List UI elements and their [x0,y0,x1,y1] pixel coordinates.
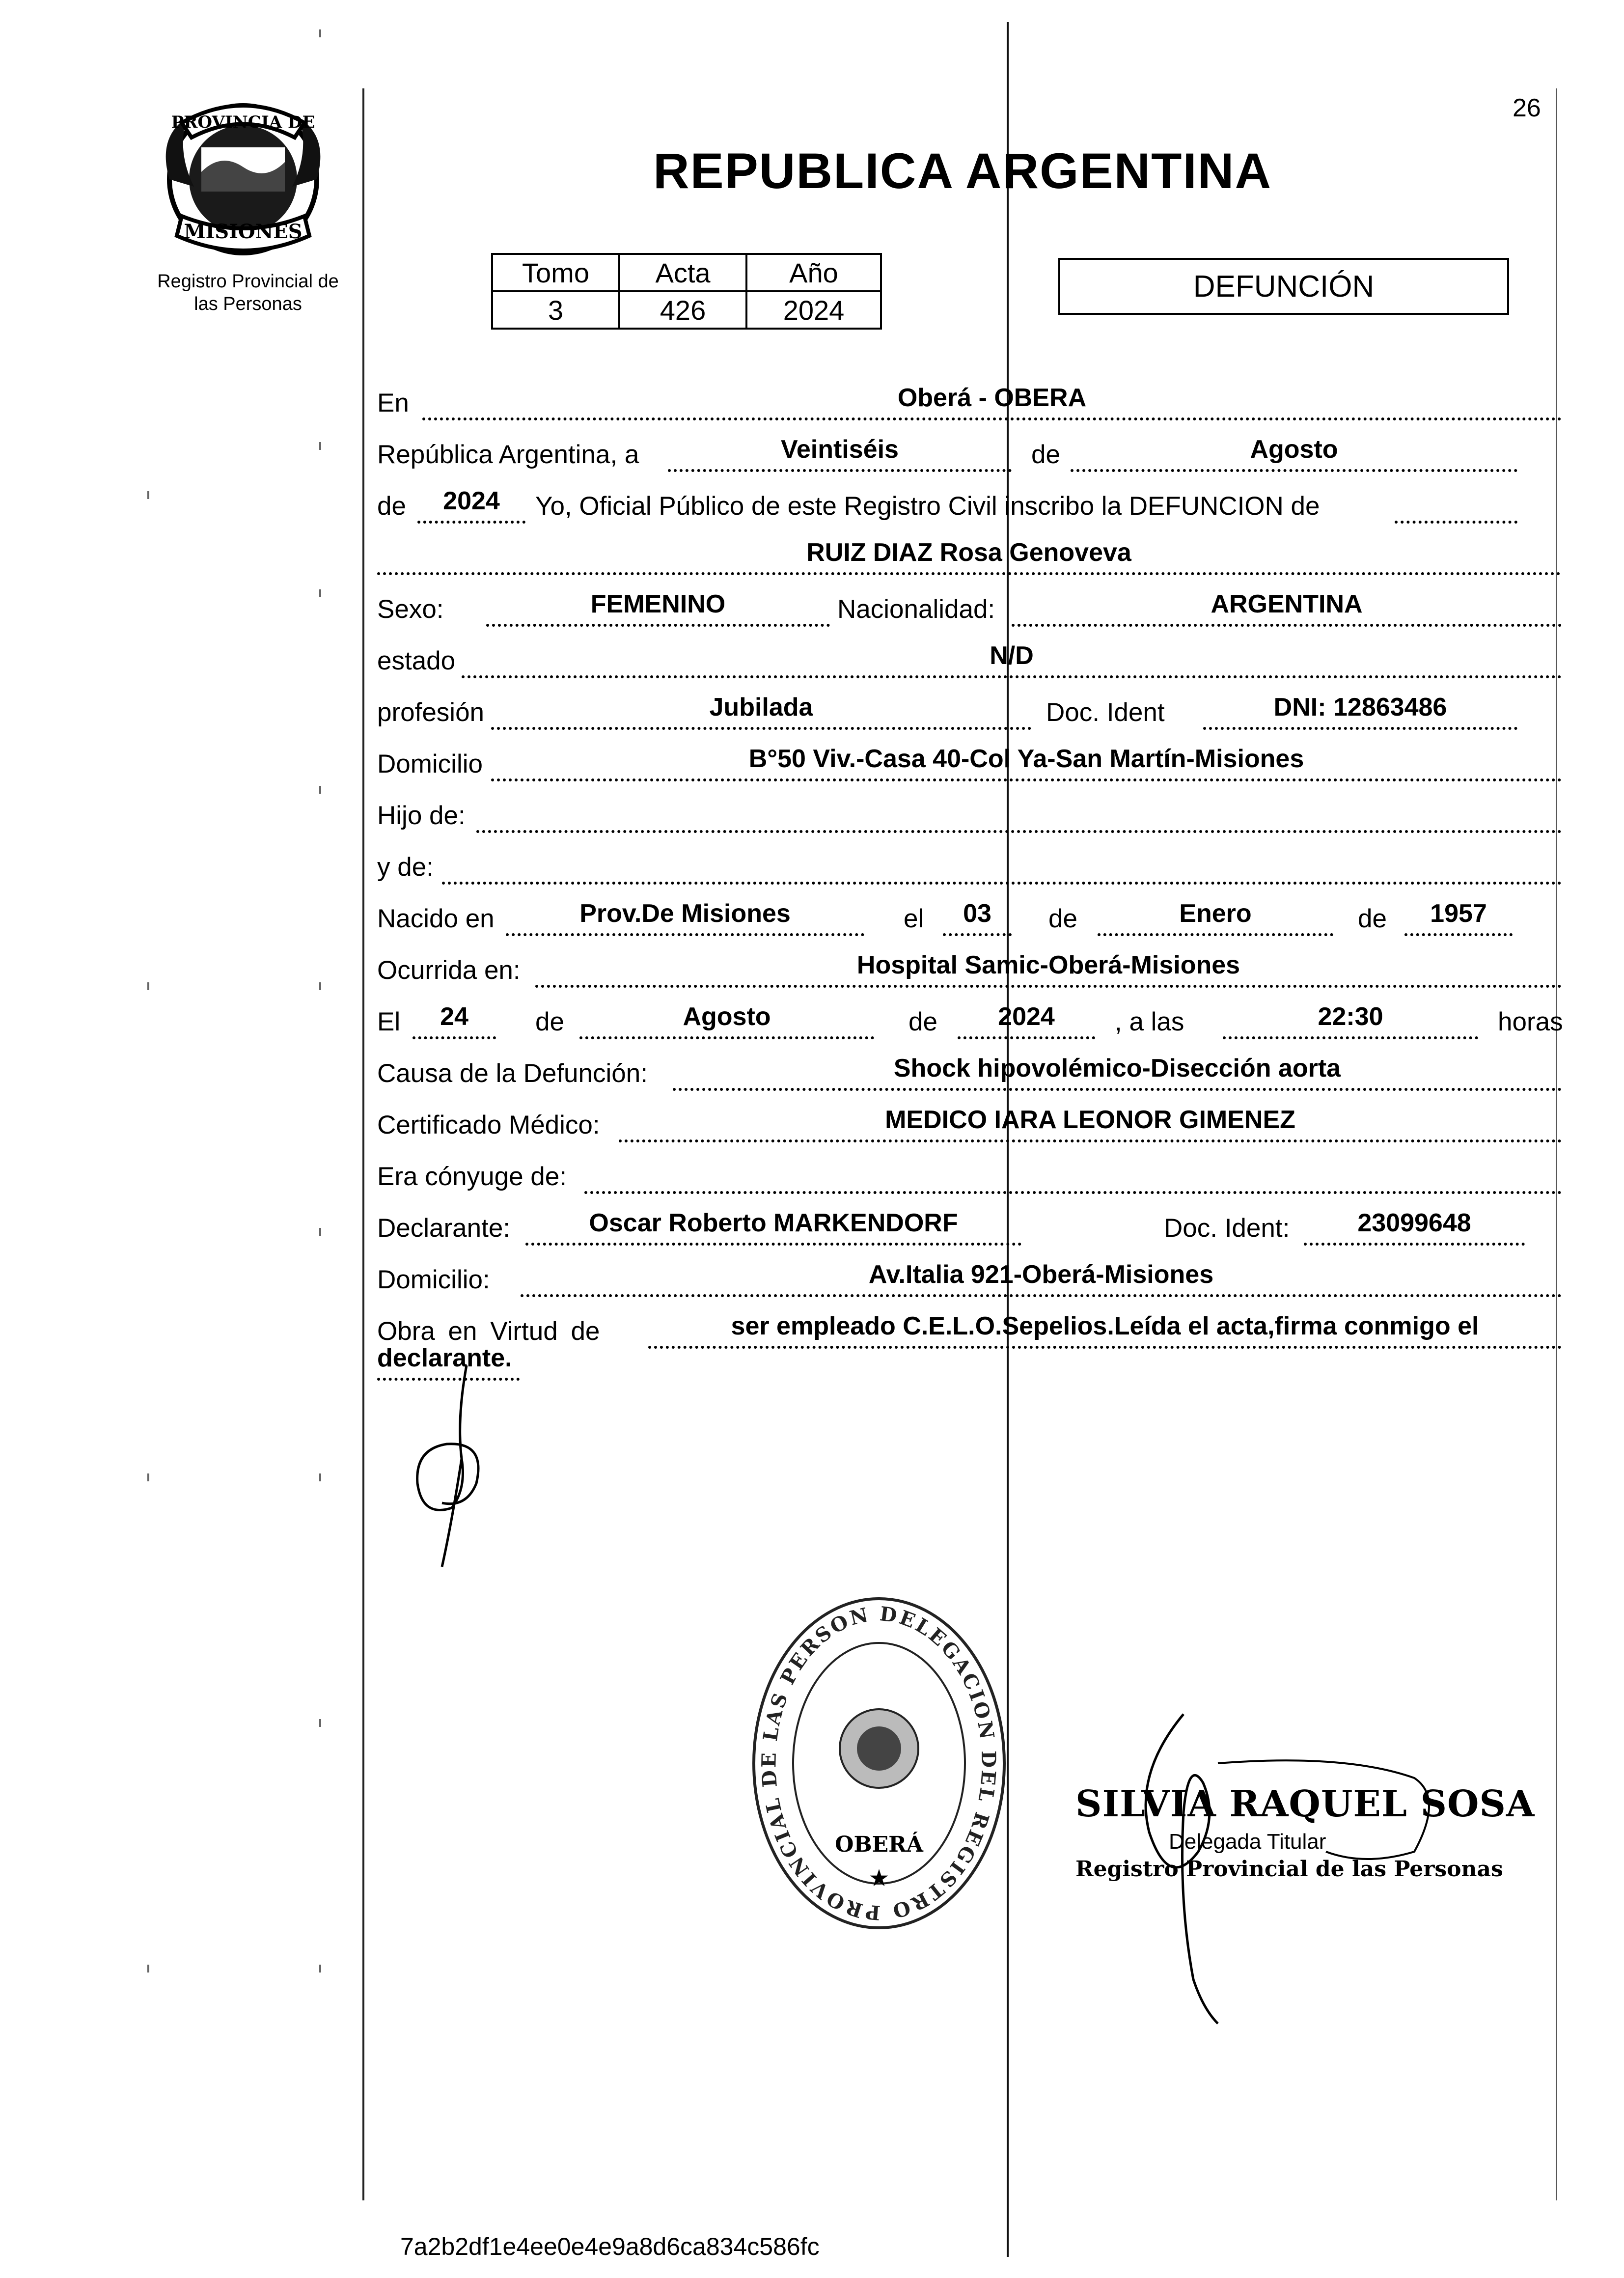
declarante-field: Oscar Roberto MARKENDORF [525,1207,1021,1246]
de-birth-label: de [1048,904,1077,933]
conyuge-label: Era cónyuge de: [377,1162,567,1191]
death-day-field: 24 [413,1001,496,1039]
margin-mark [319,1965,321,1972]
official-stamp [742,1586,1017,1940]
form-row-certificado [373,1100,1562,1152]
margin-mark [147,1473,149,1481]
coat-of-arms-icon [147,93,339,270]
form-row-obra-2 [373,1338,1562,1390]
form-row-nacido [373,894,1562,945]
birth-year-field: 1957 [1404,898,1513,936]
estado-field: N/D [462,640,1562,678]
stamp-star-icon: ★ [868,1865,890,1891]
acta-value: 426 [619,291,746,329]
nacido-field: Prov.De Misiones [506,898,864,936]
hijo-field [476,795,1562,833]
cert-label: Certificado Médico: [377,1111,600,1139]
death-year-field: 2024 [958,1001,1095,1039]
page-number: 26 [1513,94,1541,122]
nacido-label: Nacido en [377,904,495,933]
conyuge-field [584,1156,1562,1194]
page-title: REPUBLICA ARGENTINA [653,143,1272,199]
birth-day-field: 03 [943,898,1012,936]
sexo-field: FEMENINO [486,588,830,627]
inscribo-blank [1395,485,1517,524]
anio-header: Año [746,254,881,291]
hijo-label: Hijo de: [377,801,466,830]
doc-label: Doc. Ident [1046,698,1165,727]
el-death-label: El [377,1007,401,1036]
domicilio2-label: Domicilio: [377,1265,490,1294]
form-row-sexo [373,584,1562,636]
form-row-en [373,378,1562,430]
de-year-label: de [377,492,406,521]
causa-label: Causa de la Defunción: [377,1059,648,1088]
year-field: 2024 [417,485,525,524]
form-row-hijo [373,791,1562,842]
margin-mark [319,1719,321,1727]
margin-mark [147,982,149,990]
estado-label: estado [377,646,456,675]
birth-month-field: Enero [1098,898,1333,936]
tomo-header: Tomo [492,254,619,291]
registry-name-line2: las Personas [194,294,302,314]
declarante-label: Declarante: [377,1214,511,1243]
obra-label: Obra en Virtud de [377,1317,600,1346]
day-field: Veintiséis [668,434,1012,472]
margin-mark [319,786,321,794]
sexo-label: Sexo: [377,595,444,624]
official-office: Registro Provincial de las Personas [1075,1857,1503,1882]
form-row-ocurrida [373,945,1562,997]
causa-field: Shock hipovolémico-Disección aorta [673,1053,1562,1091]
form-row-causa [373,1049,1562,1100]
death-time-field: 22:30 [1223,1001,1478,1039]
doc2-label: Doc. Ident: [1164,1214,1290,1243]
obra-field-line1: ser empleado C.E.L.O.Sepelios.Leída el acta,firma conmigo el [648,1310,1562,1349]
ocurrida-field: Hospital Samic-Oberá-Misiones [535,949,1562,988]
month-field: Agosto [1071,434,1517,472]
registry-name-line1: Registro Provincial de [157,271,339,292]
form-row-domicilio2 [373,1255,1562,1306]
domicilio-label: Domicilio [377,750,483,778]
yde-label: y de: [377,853,434,882]
alas-label: , a las [1115,1007,1184,1036]
form-row-date [373,430,1562,481]
profesion-label: profesión [377,698,485,727]
margin-mark [319,1473,321,1481]
de-label: de [1031,440,1060,469]
form-row-declarante [373,1203,1562,1255]
de-birth-year-label: de [1358,904,1387,933]
logo-top-text: PROVINCIA DE [171,112,315,132]
inscribo-text: Yo, Oficial Público de este Registro Civil inscribo la DEFUNCION de [535,492,1320,521]
margin-mark [319,982,321,990]
declarant-signature [393,1361,521,1572]
yde-field [442,846,1562,885]
en-label: En [377,389,409,417]
obra-field-line2: declarante. [377,1342,520,1381]
stamp-city: OBERÁ [835,1832,923,1857]
margin-mark [319,1228,321,1236]
acta-header: Acta [619,254,746,291]
nacionalidad-label: Nacionalidad: [837,595,995,624]
form-row-yde [373,842,1562,894]
margin-mark [147,491,149,499]
nacionalidad-field: ARGENTINA [1012,588,1562,627]
tomo-value: 3 [492,291,619,329]
form-row-profesion [373,688,1562,739]
registry-name [133,270,363,315]
domicilio-field: B°50 Viv.-Casa 40-Col Ya-San Martín-Misiones [491,743,1562,781]
margin-border-line [362,88,364,2200]
record-table-value-row [492,291,881,329]
margin-mark [319,589,321,597]
form-row-name [373,533,1562,584]
record-type-box: DEFUNCIÓN [1058,258,1509,315]
death-month-field: Agosto [579,1001,874,1039]
cert-field: MEDICO IARA LEONOR GIMENEZ [619,1104,1562,1142]
margin-mark [319,29,321,37]
margin-mark [319,442,321,450]
logo-bottom-text: MISIONES [184,220,303,243]
record-table-header-row [492,254,881,291]
domicilio2-field: Av.Italia 921-Oberá-Misiones [521,1259,1562,1297]
profesion-field: Jubilada [491,692,1031,730]
place-field: Oberá - OBERA [422,382,1562,420]
horas-label: horas [1498,1007,1563,1036]
province-logo [147,93,339,270]
de-death-label: de [535,1007,564,1036]
stamp-ring-text: DELEGACION DEL REGISTRO PROVINCIAL DE LAS PERSON [757,1602,1000,1924]
doc2-field: 23099648 [1304,1207,1525,1246]
de-death-year-label: de [908,1007,937,1036]
republic-label: República Argentina, a [377,440,639,469]
form-row-domicilio [373,739,1562,791]
anio-value: 2024 [746,291,881,329]
ocurrida-label: Ocurrida en: [377,956,521,985]
form-row-fecha-defuncion [373,997,1562,1049]
el-label: el [904,904,924,933]
margin-mark [147,1965,149,1972]
document-hash: 7a2b2df1e4ee0e4e9a8d6ca834c586fc [400,2233,820,2260]
doc-field: DNI: 12863486 [1203,692,1517,730]
form-row-conyuge [373,1152,1562,1203]
official-name: SILVIA RAQUEL SOSA [1075,1783,1535,1825]
form-row-estado [373,636,1562,688]
deceased-name-field: RUIZ DIAZ Rosa Genoveva [377,537,1561,575]
form-row-inscribo [373,481,1562,533]
official-role: Delegada Titular [1169,1830,1326,1854]
record-table [491,253,882,330]
